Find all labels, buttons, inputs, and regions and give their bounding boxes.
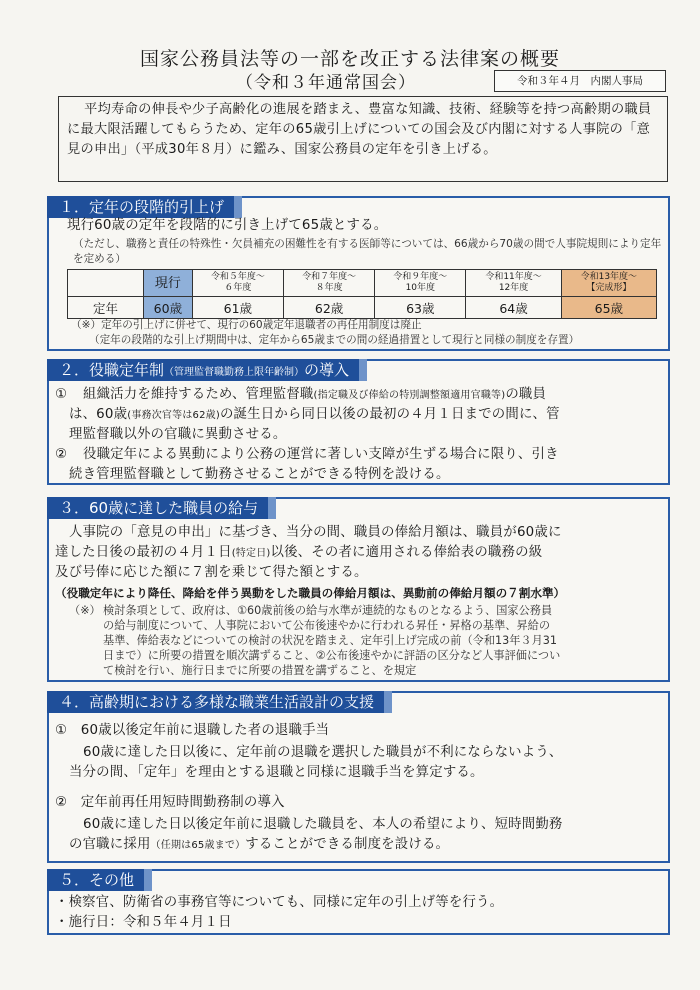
section-5: [47, 869, 670, 935]
header-r5: 令和５年度～ ６年度: [192, 270, 283, 297]
age-r9: 63歳: [375, 297, 466, 319]
header-current: 現行: [144, 270, 193, 297]
header-r11: 令和11年度～ 12年度: [466, 270, 561, 297]
section-3-note-2: の給与制度について、人事院において公布後速やかに行われる昇任・昇格の基準、昇給の: [103, 619, 551, 632]
section-3-note-4: 日まで）に所要の措置を順次講ずること、②公布後速やかに評語の区分など人事評価につい: [103, 649, 561, 662]
section-5-line-1: ・検察官、防衛省の事務官等についても、同様に定年の引上げ等を行う。: [55, 895, 504, 910]
section-4-item-2-title: ② 定年前再任用短時間勤務制の導入: [55, 795, 285, 810]
age-current: 60歳: [144, 297, 193, 319]
header-r13: 令和13年度～ 【完成形】: [561, 270, 656, 297]
section-5-heading: ５．その他: [47, 869, 152, 891]
section-4-item-2-line-1: 60歳に達した日以後定年前に退職した職員を、本人の希望により、短時間勤務: [83, 817, 563, 832]
section-2-item-1-line-2: は、60歳(事務次官等は62歳)の誕生日から同日以後の最初の４月１日までの間に、管: [69, 407, 560, 422]
section-2-item-2-line-2: 続き管理監督職として勤務させることができる特例を設ける。: [69, 467, 450, 482]
section-3-p1: 人事院の「意見の申出」に基づき、当分の間、職員の俸給月額は、職員が60歳に: [69, 525, 562, 540]
section-2: [47, 359, 670, 485]
section-2-item-1-mark: ①: [55, 387, 68, 402]
section-1-note: （ただし、職務と責任の特殊性・欠員補充の困難性を有する医師等については、66歳から70歳の間で人事院規則により定年を定める）: [73, 238, 662, 265]
section-3-note-5: て検討を行い、施行日までに所要の措置を講ずること、を規定: [103, 664, 417, 677]
section-1-heading: １．定年の段階的引上げ: [47, 196, 242, 218]
section-3-p4: （役職定年により降任、降給を伴う異動をした職員の俸給月額は、異動前の俸給月額の７割水準）: [55, 586, 566, 600]
section-2-item-1-line-1: 組織活力を維持するため、管理監督職(指定職及び俸給の特別調整額適用官職等)の職員: [83, 387, 547, 402]
page-title: 国家公務員法等の一部を改正する法律案の概要: [139, 48, 560, 70]
section-4-item-2-line-2: の官職に採用（任期は65歳まで）することができる制度を設ける。: [69, 837, 450, 852]
section-2-heading: ２．役職定年制（管理監督職勤務上限年齢制）の導入: [47, 359, 367, 381]
section-3-note-mark: （※）: [69, 604, 101, 617]
section-3: [47, 497, 670, 682]
section-5-line-2: ・施行日：令和５年４月１日: [55, 915, 232, 930]
section-3-note-1: 検討条項として、政府は、①60歳前後の給与水準が連続的なものとなるよう、国家公務員: [103, 604, 553, 617]
section-2-item-2-line-1: 役職定年による異動により公務の運営に著しい支障が生ずる場合に限り、引き: [83, 447, 559, 462]
date-department: 令和３年４月 内閣人事局: [494, 70, 666, 92]
section-1-lead: 現行60歳の定年を段階的に引き上げて65歳とする。: [67, 218, 388, 233]
section-4-item-1-line-2: 当分の間、「定年」を理由とする退職と同様に退職手当を算定する。: [69, 765, 484, 780]
age-r11: 64歳: [466, 297, 561, 319]
section-1: [47, 196, 670, 351]
age-r5: 61歳: [192, 297, 283, 319]
retirement-age-table: [67, 269, 657, 319]
header-r9: 令和９年度～ 10年度: [375, 270, 466, 297]
age-r13: 65歳: [561, 297, 656, 319]
header-r7: 令和７年度～ ８年度: [283, 270, 374, 297]
section-4-heading: ４．高齢期における多様な職業生活設計の支援: [47, 691, 392, 713]
section-4: [47, 691, 670, 863]
page-subtitle: （令和３年通常国会）: [236, 73, 416, 93]
section-2-item-2-mark: ②: [55, 447, 68, 462]
intro-box: 平均寿命の伸長や少子高齢化の進展を踏まえ、豊富な知識、技術、経験等を持つ高齢期の職員に最大限活躍してもらうため、定年の65歳引上げについての国会及び内閣に対する人事院の「意見の申出」（平成30年８月）に鑑み、国家公務員の定年を引き上げる。: [58, 96, 668, 182]
age-r7: 62歳: [283, 297, 374, 319]
section-3-note-3: 基準、俸給表などについての検討の状況を踏まえ、定年引上げ完成の前（令和13年３月31: [103, 634, 558, 647]
section-4-item-1-title: ① 60歳以後定年前に退職した者の退職手当: [55, 723, 330, 738]
section-2-item-1-line-3: 理監督職以外の官職に異動させる。: [69, 427, 287, 442]
section-3-p2: 達した日後の最初の４月１日(特定日)以後、その者に適用される俸給表の職務の級: [55, 545, 543, 560]
section-1-footnote-a: （※）定年の引上げに併せて、現行の60歳定年退職者の再任用制度は廃止: [71, 319, 422, 331]
row-label: 定年: [68, 297, 144, 319]
section-1-footnote-b: （定年の段階的な引上げ期間中は、定年から65歳までの間の経過措置として現行と同様の制度を存置）: [89, 334, 580, 346]
section-3-p3: 及び号俸に応じた額に７割を乗じて得た額とする。: [55, 565, 368, 580]
section-3-heading: ３．60歳に達した職員の給与: [47, 497, 276, 519]
section-4-item-1-line-1: 60歳に達した日以後に、定年前の退職を選択した職員が不利にならないよう、: [83, 745, 563, 760]
